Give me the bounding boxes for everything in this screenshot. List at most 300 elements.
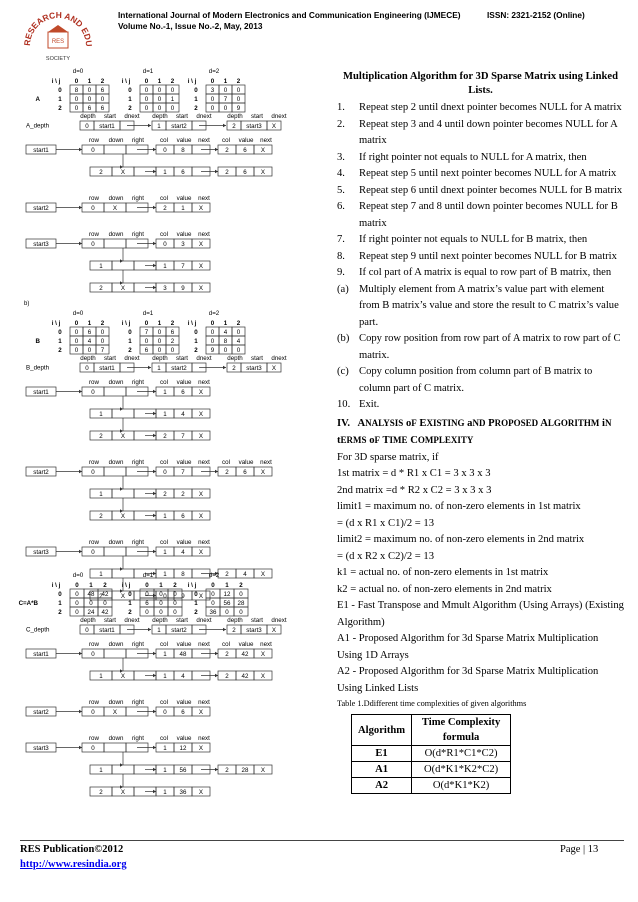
row-node-header: right xyxy=(131,137,145,144)
arrow-head xyxy=(153,242,156,246)
node-value: start1 xyxy=(99,626,115,634)
arrow-head xyxy=(215,652,218,656)
start-pointer-label: start3 xyxy=(33,240,49,248)
node-value: 2 xyxy=(181,490,185,498)
matrix-row-label: 2 xyxy=(128,105,132,112)
row-node xyxy=(104,547,126,556)
matrix-corner: i \ j xyxy=(121,320,131,327)
row-node-header: down xyxy=(108,379,124,386)
matrix-col-header: 2 xyxy=(236,320,241,327)
matrix-value: 1 xyxy=(170,96,175,103)
arrow-head xyxy=(153,412,156,416)
row-node-header: right xyxy=(131,195,145,202)
node-value: 2 xyxy=(163,432,167,440)
col-node-header: value xyxy=(176,735,192,742)
depth-header: start xyxy=(175,113,189,120)
node-value: 6 xyxy=(243,468,247,476)
matrix-row-label: 2 xyxy=(194,609,198,616)
sparse-matrix-figures xyxy=(18,65,322,835)
step-number: 7. xyxy=(337,234,345,245)
depth-list-name: A_depth xyxy=(26,122,50,130)
algorithm-step xyxy=(337,265,624,282)
matrix-value: 36 xyxy=(209,609,217,616)
arrow-head xyxy=(153,434,156,438)
node-value: 2 xyxy=(99,284,103,292)
matrix-value: 6 xyxy=(87,105,92,112)
row-node xyxy=(104,239,126,248)
step-number: (c) xyxy=(337,366,349,377)
matrix-row-label: 2 xyxy=(128,609,132,616)
node-value: X xyxy=(260,672,266,680)
node-value: 1 xyxy=(157,122,161,130)
step-number: (a) xyxy=(337,283,349,295)
table-row xyxy=(352,762,511,778)
row-node xyxy=(104,743,126,752)
node-value: X xyxy=(112,708,118,716)
arrow-head xyxy=(148,628,151,632)
step-text: Multiply element from A matrix’s value part with element from B matrix’s value and store the result to C matrix’s value part. xyxy=(359,283,619,328)
node-value: start1 xyxy=(99,364,115,372)
matrix-row-label: 2 xyxy=(58,347,62,354)
journal-header xyxy=(118,10,461,32)
col-node-header: value xyxy=(176,137,192,144)
col-node-header: next xyxy=(198,641,210,648)
node-value: 0 xyxy=(91,204,95,212)
node-value: X xyxy=(271,626,277,634)
matrix-col-header: 2 xyxy=(236,78,241,85)
node-value: 1 xyxy=(163,744,167,752)
matrix-row-label: 2 xyxy=(194,347,198,354)
row-node-header: down xyxy=(108,459,124,466)
depth-header: start xyxy=(175,617,189,624)
depth-header: depth xyxy=(227,617,243,624)
node-value: 2 xyxy=(225,672,229,680)
step-text: Repeat step 7 and 8 until down pointer becomes NULL for B matrix xyxy=(359,201,618,229)
node-value: 1 xyxy=(157,364,161,372)
row-node xyxy=(104,467,126,476)
start-pointer-label: start2 xyxy=(33,204,49,212)
row-node-header: down xyxy=(108,539,124,546)
arrow-head xyxy=(79,746,82,750)
matrix-value: 42 xyxy=(101,591,109,598)
start-pointer-label: start3 xyxy=(33,548,49,556)
depth-list-name: C_depth xyxy=(26,626,50,634)
step-text: If right pointer not equals to NULL for A matrix, then xyxy=(359,151,587,163)
matrix-col-header: 2 xyxy=(173,582,177,589)
algorithm-step xyxy=(337,232,624,249)
depth-label: d=0 xyxy=(72,68,84,75)
col-node-header: col xyxy=(222,459,230,466)
node-value: 0 xyxy=(91,388,95,396)
matrix-corner: i \ j xyxy=(121,582,131,589)
depth-label: d=1 xyxy=(142,572,154,579)
row-node-header: row xyxy=(89,699,99,706)
step-number: 9. xyxy=(337,267,345,278)
arrow-head xyxy=(79,470,82,474)
matrix-row-label: 1 xyxy=(128,96,132,103)
section-title-word: COMPLEXITY xyxy=(410,435,474,446)
figure-label: b) xyxy=(24,301,30,307)
matrix-value: 0 xyxy=(74,105,79,112)
depth-header: dnext xyxy=(271,113,287,120)
row-node-header: row xyxy=(89,195,99,202)
node-value: X xyxy=(198,432,204,440)
node-value: X xyxy=(260,650,266,658)
row-node xyxy=(112,765,134,774)
node-value: 4 xyxy=(181,548,185,556)
row-node-header: down xyxy=(108,137,124,144)
depth-header: dnext xyxy=(124,617,140,624)
start-pointer-label: start3 xyxy=(33,744,49,752)
matrix-value: 56 xyxy=(223,600,231,607)
matrix-col-header: 1 xyxy=(223,320,228,327)
row-node xyxy=(104,387,126,396)
depth-label: d=2 xyxy=(208,572,220,579)
section-title-word: ALGORITHM xyxy=(540,417,600,429)
node-value: X xyxy=(198,592,204,600)
arrow-head xyxy=(79,206,82,210)
figure-column xyxy=(18,65,322,840)
matrix-value: 0 xyxy=(159,600,163,607)
algorithm-cell: A1 xyxy=(352,762,412,778)
node-value: start1 xyxy=(99,122,115,130)
node-value: 1 xyxy=(163,788,167,796)
algorithm-cell: E1 xyxy=(352,746,412,762)
complexity-table xyxy=(351,714,511,794)
arrow-head xyxy=(153,390,156,394)
node-value: 1 xyxy=(163,262,167,270)
matrix-value: 0 xyxy=(223,347,228,354)
arrow-head xyxy=(223,366,226,370)
matrix-value: 0 xyxy=(236,347,241,354)
row-node-header: row xyxy=(89,735,99,742)
matrix-value: 0 xyxy=(210,96,215,103)
col-node-header: value xyxy=(238,641,254,648)
logo-center-text: RES xyxy=(51,39,65,45)
node-value: X xyxy=(260,468,266,476)
row-node xyxy=(112,569,134,578)
col-node-header: next xyxy=(198,735,210,742)
step-text: Copy column position from column part of B matrix to column part of C matrix. xyxy=(359,366,593,394)
node-value: 1 xyxy=(163,548,167,556)
matrix-value: 3 xyxy=(210,87,215,94)
node-value: X xyxy=(271,364,277,372)
matrix-value: 0 xyxy=(89,600,93,607)
step-text: If col part of A matrix is equal to row part of B matrix, then xyxy=(359,267,612,278)
matrix-value: 42 xyxy=(101,609,109,616)
arrow-head xyxy=(153,768,156,772)
node-value: 9 xyxy=(181,284,185,292)
depth-header: start xyxy=(250,617,264,624)
arrow-head xyxy=(215,674,218,678)
col-node-header: value xyxy=(176,459,192,466)
matrix-col-header: 2 xyxy=(103,582,107,589)
matrix-value: 0 xyxy=(157,105,162,112)
logo-arc-text: RESEARCH AND EDU xyxy=(21,9,95,47)
matrix-value: 0 xyxy=(87,87,92,94)
arrow-head xyxy=(153,514,156,518)
arrow-head xyxy=(223,628,226,632)
col-node-header: next xyxy=(198,699,210,706)
node-value: start2 xyxy=(171,364,187,372)
node-value: X xyxy=(112,204,118,212)
matrix-col-header: 1 xyxy=(87,320,92,327)
journal-title: International Journal of Modern Electronics and Communication Engineering (IJMECE) xyxy=(118,10,461,20)
step-number: 6. xyxy=(337,201,345,212)
col-node-header: value xyxy=(176,641,192,648)
matrix-value: 0 xyxy=(211,600,215,607)
node-value: 9 xyxy=(181,592,185,600)
matrix-value: 0 xyxy=(239,609,243,616)
matrix-value: 6 xyxy=(87,329,92,336)
row-node-header: down xyxy=(108,195,124,202)
matrix-value: 8 xyxy=(223,338,228,345)
matrix-value: 7 xyxy=(100,347,105,354)
depth-header: dnext xyxy=(271,617,287,624)
matrix-value: 48 xyxy=(87,591,95,598)
node-value: 1 xyxy=(99,490,103,498)
arrow-head xyxy=(120,259,123,263)
algorithm-step xyxy=(337,249,624,266)
matrix-value: 2 xyxy=(170,338,175,345)
node-value: 2 xyxy=(99,512,103,520)
complexity-line: For 3D sparse matrix, if xyxy=(337,451,439,463)
arrow-head xyxy=(153,572,156,576)
depth-header: start xyxy=(250,113,264,120)
node-value: 1 xyxy=(163,388,167,396)
node-value: X xyxy=(198,388,204,396)
depth-header: depth xyxy=(152,617,168,624)
node-value: 1 xyxy=(163,512,167,520)
arrow-head xyxy=(79,710,82,714)
node-value: 2 xyxy=(163,204,167,212)
matrix-name: C=A*B xyxy=(18,600,38,607)
node-value: 0 xyxy=(163,468,167,476)
node-value: X xyxy=(198,410,204,418)
col-node-header: col xyxy=(160,735,168,742)
matrix-row-label: 1 xyxy=(58,600,62,607)
matrix-value: 0 xyxy=(157,338,162,345)
node-value: 42 xyxy=(241,672,249,680)
footer-url-link[interactable]: http://www.resindia.org xyxy=(20,859,127,870)
arrow-head xyxy=(153,206,156,210)
matrix-value: 0 xyxy=(87,96,92,103)
depth-list-name: B_depth xyxy=(26,364,50,372)
node-value: 0 xyxy=(163,708,167,716)
node-value: 4 xyxy=(181,410,185,418)
matrix-value: 6 xyxy=(100,105,105,112)
node-value: X xyxy=(198,788,204,796)
row-node-header: row xyxy=(89,231,99,238)
matrix-name: A xyxy=(35,96,40,103)
node-value: 2 xyxy=(225,766,229,774)
matrix-value: 0 xyxy=(157,96,162,103)
matrix-col-header: 2 xyxy=(170,320,175,327)
table-header-complexity: Time Complexity formula xyxy=(412,715,511,746)
complexity-line: 1st matrix = d * R1 x C1 = 3 x 3 x 3 xyxy=(337,468,491,479)
step-number: (b) xyxy=(337,333,350,344)
matrix-row-label: 0 xyxy=(58,591,62,598)
algorithm-step xyxy=(337,397,624,414)
node-value: X xyxy=(198,240,204,248)
matrix-value: 4 xyxy=(87,338,92,345)
matrix-value: 0 xyxy=(236,87,241,94)
matrix-value: 0 xyxy=(74,338,79,345)
node-value: X xyxy=(260,146,266,154)
matrix-row-label: 0 xyxy=(128,87,132,94)
step-number: 5. xyxy=(337,184,345,196)
node-value: 1 xyxy=(99,570,103,578)
matrix-value: 0 xyxy=(75,591,79,598)
matrix-row-label: 2 xyxy=(194,105,198,112)
arrow-head xyxy=(153,148,156,152)
matrix-value: 6 xyxy=(144,347,149,354)
node-value: 0 xyxy=(163,240,167,248)
col-node-header: col xyxy=(160,641,168,648)
node-value: 2 xyxy=(99,592,103,600)
depth-header: start xyxy=(103,355,117,362)
node-value: 0 xyxy=(85,626,89,634)
matrix-row-label: 0 xyxy=(128,329,132,336)
depth-header: start xyxy=(175,355,189,362)
row-node-header: right xyxy=(131,735,145,742)
row-node-header: right xyxy=(131,231,145,238)
matrix-value: 6 xyxy=(170,329,175,336)
node-value: X xyxy=(120,592,126,600)
node-value: 42 xyxy=(241,650,249,658)
node-value: 2 xyxy=(232,626,236,634)
node-value: 1 xyxy=(157,626,161,634)
node-value: 2 xyxy=(225,650,229,658)
depth-header: start xyxy=(103,113,117,120)
node-value: X xyxy=(198,262,204,270)
step-text: If right pointer not equals to NULL for B matrix, then xyxy=(359,234,588,245)
step-number: 10. xyxy=(337,399,351,410)
row-node-header: down xyxy=(108,641,124,648)
matrix-corner: i \ j xyxy=(51,582,61,589)
node-value: 6 xyxy=(181,168,185,176)
node-value: X xyxy=(120,432,126,440)
arrow-head xyxy=(153,286,156,290)
node-value: 0 xyxy=(91,548,95,556)
algorithm-step xyxy=(337,150,624,167)
matrix-col-header: 0 xyxy=(74,78,79,85)
algorithm-step xyxy=(337,364,624,397)
matrix-value: 0 xyxy=(239,591,243,598)
matrix-value: 0 xyxy=(74,96,79,103)
matrix-value: 12 xyxy=(223,591,231,598)
matrix-col-header: 1 xyxy=(87,78,92,85)
matrix-name: B xyxy=(35,338,40,345)
node-value: 0 xyxy=(163,592,167,600)
step-number: 2. xyxy=(337,118,345,130)
arrow-head xyxy=(153,594,156,598)
arrow-head xyxy=(215,768,218,772)
node-value: 48 xyxy=(179,650,187,658)
start-pointer-label: start2 xyxy=(33,468,49,476)
node-value: 1 xyxy=(163,168,167,176)
node-value: 0 xyxy=(91,708,95,716)
algorithm-steps xyxy=(337,100,624,414)
matrix-col-header: 2 xyxy=(100,78,105,85)
node-value: 36 xyxy=(179,788,187,796)
matrix-value: 0 xyxy=(210,338,215,345)
complexity-line: k2 = actual no. of non-zero elements in 2nd matrix xyxy=(337,583,552,595)
algorithm-step xyxy=(337,183,624,200)
col-node-header: value xyxy=(238,459,254,466)
node-value: 1 xyxy=(163,570,167,578)
node-value: 2 xyxy=(225,146,229,154)
arrow-head xyxy=(153,170,156,174)
table-caption: Table 1.Ddifferent time complexities of given algorithms xyxy=(337,699,527,708)
matrix-value: 0 xyxy=(100,96,105,103)
step-text: Repeat step 5 until next pointer becomes NULL for A matrix xyxy=(359,168,617,179)
depth-header: depth xyxy=(152,355,168,362)
table-row xyxy=(352,746,511,762)
matrix-value: 4 xyxy=(223,329,228,336)
matrix-col-header: 1 xyxy=(225,582,229,589)
step-text: Repeat step 6 until dnext pointer becomes NULL for B matrix xyxy=(359,184,623,196)
algorithm-step xyxy=(337,117,624,150)
node-value: 1 xyxy=(163,650,167,658)
matrix-value: 0 xyxy=(173,591,177,598)
section-title-word: oF xyxy=(405,417,417,429)
matrix-col-header: 2 xyxy=(100,320,105,327)
arrow-head xyxy=(153,790,156,794)
matrix-row-label: 1 xyxy=(194,600,198,607)
matrix-value: 0 xyxy=(75,609,79,616)
arrow-head xyxy=(153,674,156,678)
col-node-header: value xyxy=(176,231,192,238)
complexity-line: 2nd matrix =d * R2 x C2 = 3 x 3 x 3 xyxy=(337,484,492,496)
node-value: 2 xyxy=(99,168,103,176)
node-value: X xyxy=(120,284,126,292)
algorithm-title: Multiplication Algorithm for 3D Sparse Matrix using Linked Lists. xyxy=(343,71,618,96)
node-value: 8 xyxy=(181,146,185,154)
row-node xyxy=(104,649,126,658)
col-node-header: value xyxy=(176,195,192,202)
matrix-col-header: 2 xyxy=(239,582,243,589)
arrow-head xyxy=(223,124,226,128)
arrow-head xyxy=(79,148,82,152)
footer-publisher: RES Publication©2012 xyxy=(20,844,124,855)
matrix-value: 0 xyxy=(144,96,149,103)
matrix-row-label: 0 xyxy=(128,591,132,598)
matrix-value: 7 xyxy=(223,96,228,103)
arrow-head xyxy=(215,170,218,174)
depth-header: dnext xyxy=(196,617,212,624)
page-number: Page | 13 xyxy=(560,844,599,855)
node-value: start3 xyxy=(246,122,262,130)
node-value: start2 xyxy=(171,122,187,130)
matrix-value: 0 xyxy=(157,329,162,336)
node-value: X xyxy=(198,512,204,520)
section-title-word: PROPOSED xyxy=(488,417,539,429)
arrow-head xyxy=(153,550,156,554)
node-value: 7 xyxy=(181,432,185,440)
table-row xyxy=(352,778,511,794)
node-value: 56 xyxy=(179,766,187,774)
col-node-header: col xyxy=(160,379,168,386)
matrix-row-label: 0 xyxy=(194,329,198,336)
section-heading xyxy=(337,415,624,450)
matrix-value: 0 xyxy=(145,591,149,598)
row-node xyxy=(112,261,134,270)
arrow-head xyxy=(153,264,156,268)
society-logo xyxy=(18,6,98,69)
node-value: 2 xyxy=(225,570,229,578)
matrix-value: 0 xyxy=(236,96,241,103)
